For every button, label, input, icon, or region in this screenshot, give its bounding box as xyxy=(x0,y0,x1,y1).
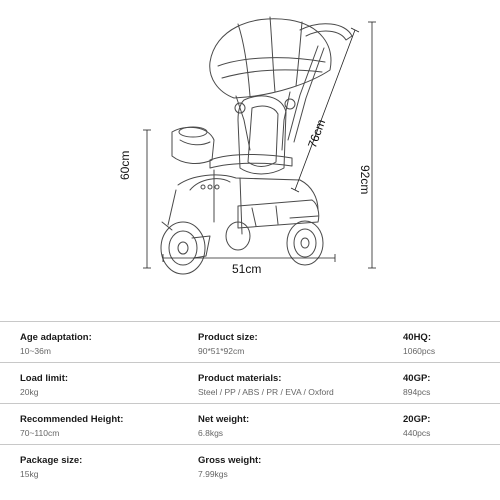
spec-value: Steel / PP / ABS / PR / EVA / Oxford xyxy=(198,387,334,397)
canopy xyxy=(210,19,331,98)
spec-value: 894pcs xyxy=(403,387,431,397)
spec-table xyxy=(0,321,500,500)
spec-value: 90*51*92cm xyxy=(198,346,245,356)
spec-value: 20kg xyxy=(20,387,39,397)
spec-package-size xyxy=(20,455,82,480)
spec-label: 40GP: xyxy=(403,373,431,384)
spec-gross-weight xyxy=(198,455,261,480)
spec-20gp xyxy=(403,414,430,439)
spec-label: Load limit: xyxy=(20,373,69,384)
front-wheel xyxy=(161,222,205,274)
spec-40gp xyxy=(403,373,430,398)
spec-label: Net weight: xyxy=(198,414,250,425)
height-label: 60cm xyxy=(118,150,132,180)
width-label: 51cm xyxy=(232,262,262,276)
total-height-label: 92cm xyxy=(358,165,372,195)
spec-product-materials xyxy=(198,373,334,398)
spec-recommended-height xyxy=(20,414,123,439)
spec-net-weight xyxy=(198,414,249,439)
spec-value: 1060pcs xyxy=(403,346,436,356)
spec-value: 15kg xyxy=(20,469,39,479)
divider xyxy=(0,321,500,322)
spec-label: Product materials: xyxy=(198,373,282,384)
spec-value: 6.8kgs xyxy=(198,428,224,438)
spec-age-adaptation xyxy=(20,332,92,357)
spec-value: 10~36m xyxy=(20,346,51,356)
divider xyxy=(0,444,500,445)
spec-load-limit xyxy=(20,373,68,398)
spec-label: Package size: xyxy=(20,455,83,466)
spec-40hq xyxy=(403,332,435,357)
spec-value: 70~110cm xyxy=(20,428,60,438)
spec-value: 7.99kgs xyxy=(198,469,228,479)
spec-label: 40HQ: xyxy=(403,332,431,343)
spec-label: 20GP: xyxy=(403,414,431,425)
push-handle xyxy=(300,24,352,40)
spec-label: Gross weight: xyxy=(198,455,262,466)
spec-product-size xyxy=(198,332,258,357)
spec-label: Recommended Height: xyxy=(20,414,124,425)
handle-length-label: 76cm xyxy=(305,117,329,150)
spec-value: 440pcs xyxy=(403,428,431,438)
divider xyxy=(0,362,500,363)
handle-dimension-line xyxy=(295,30,355,190)
spec-label: Age adaptation: xyxy=(20,332,92,343)
spec-label: Product size: xyxy=(198,332,258,343)
divider xyxy=(0,403,500,404)
